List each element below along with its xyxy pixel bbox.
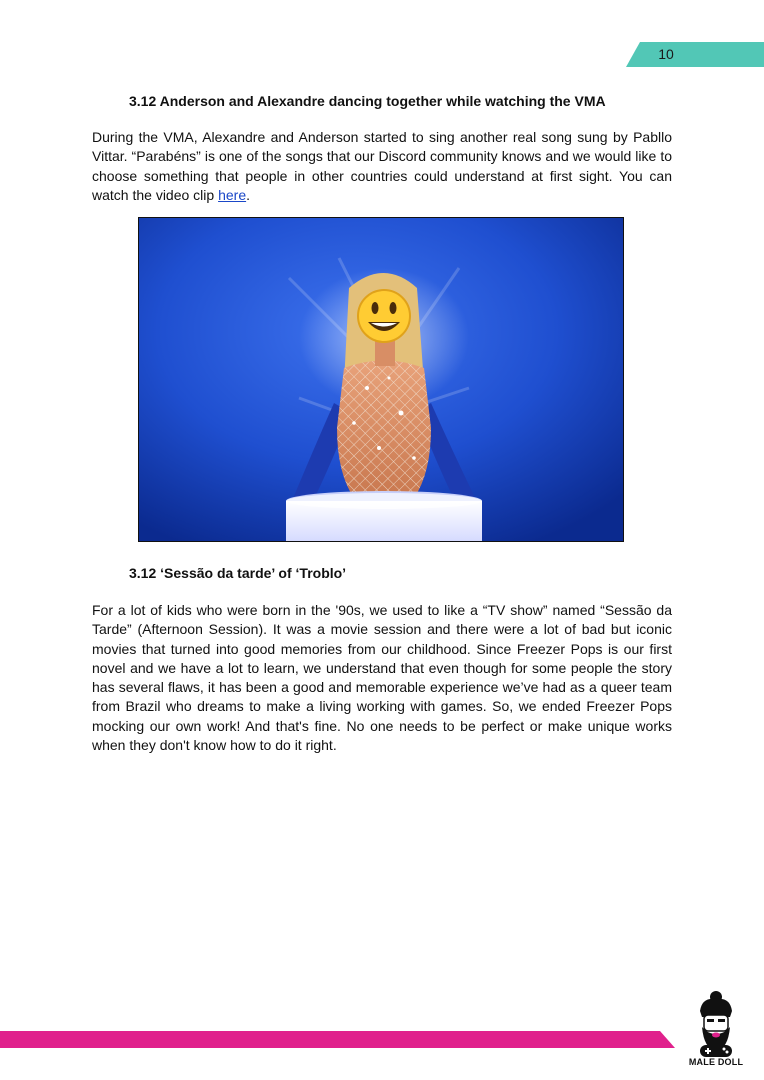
section-paragraph-sessao: For a lot of kids who were born in the '90s, we used to like a “TV show” named “Sessão da Tarde” (Afternoon Session). It was a movie session and there were a lot of bad but iconic movies that turned into good memories from our childhood. Since Freezer Pops is our first novel and we have a lot to learn, we understand that even though for some people the story has several flaws, it has been a good and memorable experience we’ve had as a queer team from Brazil who dreams to make a living working with games. So, we ended Freezer Pops mocking our own work! And that's fine. No one needs to be perfect or make unique works when they don't know how to do it right. <box>92 602 672 754</box>
male-doll-logo <box>686 985 746 1065</box>
paragraph-text: During the VMA, Alexandre and Anderson started to sing another real song sung by Pabllo Vittar. “Parabéns” is one of the songs that our Discord community knows and we would like to choose something that people in other countries could understand at first sight. You can watch the video clip <box>92 129 672 203</box>
section-heading-sessao: 3.12 ‘Sessão da tarde’ of ‘Troblo’ <box>129 565 347 581</box>
section-heading-vma: 3.12 Anderson and Alexandre dancing together while watching the VMA <box>129 93 606 109</box>
performance-photo-illustration <box>139 218 623 541</box>
page-number-tab <box>626 42 764 67</box>
logo-text: MALE DOLL <box>688 1057 744 1067</box>
footer-bar <box>0 1031 675 1048</box>
paragraph-text-end: . <box>246 186 250 203</box>
page-number: 10 <box>658 46 674 62</box>
performance-photo <box>138 217 624 542</box>
video-clip-link[interactable]: here <box>218 186 247 203</box>
section-paragraph-vma <box>92 128 672 205</box>
